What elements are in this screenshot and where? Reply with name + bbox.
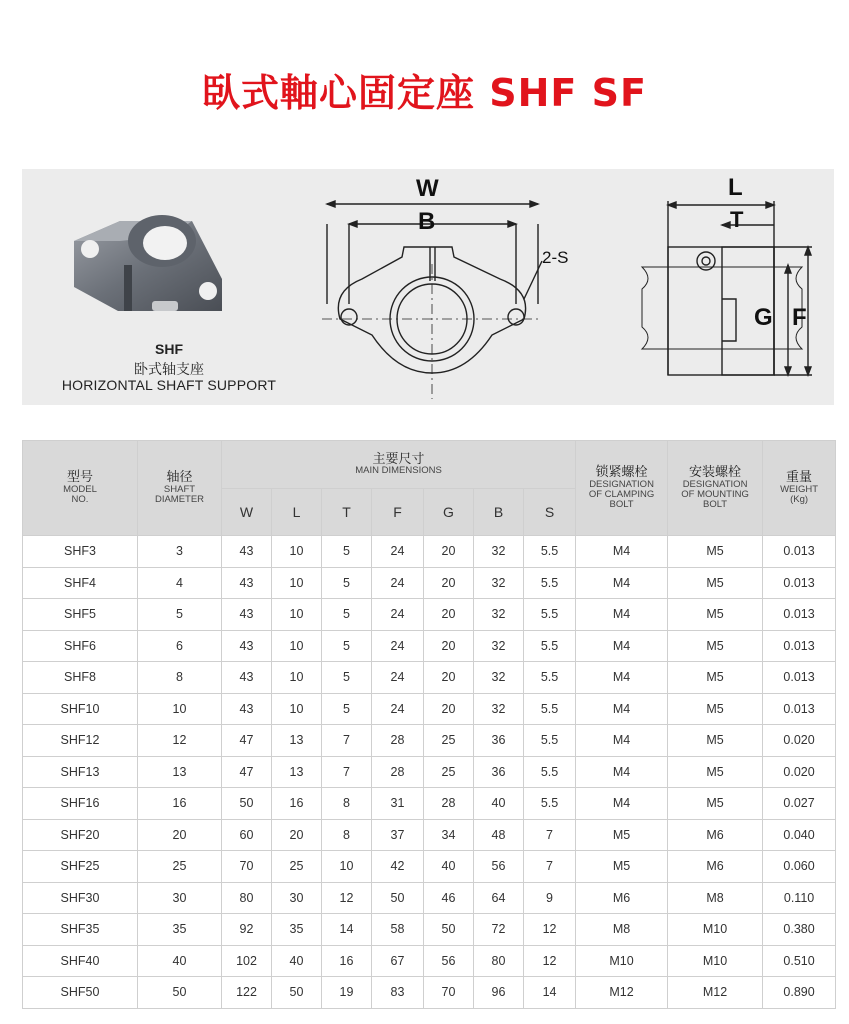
cell-l: 50 xyxy=(272,977,322,1009)
cell-g: 56 xyxy=(424,945,474,977)
cell-l: 10 xyxy=(272,693,322,725)
table-row xyxy=(23,945,836,977)
cell-f: 24 xyxy=(372,630,424,662)
cell-w: 80 xyxy=(222,882,272,914)
cell-b: 96 xyxy=(474,977,524,1009)
cell-g: 50 xyxy=(424,914,474,946)
cell-l: 40 xyxy=(272,945,322,977)
cell-f: 58 xyxy=(372,914,424,946)
cell-model: SHF13 xyxy=(23,756,138,788)
label-t: T xyxy=(730,207,744,232)
cell-shaft: 12 xyxy=(138,725,222,757)
cell-clamping-bolt: M4 xyxy=(576,567,668,599)
cell-w: 70 xyxy=(222,851,272,883)
cell-f: 24 xyxy=(372,599,424,631)
label-s: 2-S xyxy=(542,248,569,267)
cell-l: 10 xyxy=(272,567,322,599)
cell-weight: 0.013 xyxy=(763,662,836,694)
cell-mounting-bolt: M5 xyxy=(668,725,763,757)
cell-f: 28 xyxy=(372,725,424,757)
header-dim-b: B xyxy=(474,489,524,536)
cell-t: 5 xyxy=(322,599,372,631)
cell-model: SHF3 xyxy=(23,536,138,568)
cell-b: 72 xyxy=(474,914,524,946)
cell-mounting-bolt: M5 xyxy=(668,630,763,662)
cell-l: 10 xyxy=(272,536,322,568)
cell-model: SHF40 xyxy=(23,945,138,977)
table-row xyxy=(23,788,836,820)
cell-g: 20 xyxy=(424,599,474,631)
cell-weight: 0.510 xyxy=(763,945,836,977)
cell-clamping-bolt: M5 xyxy=(576,851,668,883)
cell-g: 20 xyxy=(424,662,474,694)
cell-b: 32 xyxy=(474,662,524,694)
cell-w: 43 xyxy=(222,567,272,599)
cell-shaft: 13 xyxy=(138,756,222,788)
cell-w: 43 xyxy=(222,599,272,631)
cell-weight: 0.890 xyxy=(763,977,836,1009)
cell-shaft: 4 xyxy=(138,567,222,599)
spec-table-body xyxy=(23,536,836,1009)
cell-t: 5 xyxy=(322,693,372,725)
cell-model: SHF4 xyxy=(23,567,138,599)
label-g: G xyxy=(754,304,773,331)
cell-t: 8 xyxy=(322,788,372,820)
cell-s: 5.5 xyxy=(524,725,576,757)
cell-t: 12 xyxy=(322,882,372,914)
cell-clamping-bolt: M4 xyxy=(576,756,668,788)
cell-f: 24 xyxy=(372,536,424,568)
cell-w: 47 xyxy=(222,756,272,788)
cell-model: SHF35 xyxy=(23,914,138,946)
cell-shaft: 10 xyxy=(138,693,222,725)
cell-weight: 0.380 xyxy=(763,914,836,946)
cell-t: 7 xyxy=(322,725,372,757)
cell-model: SHF20 xyxy=(23,819,138,851)
cell-w: 92 xyxy=(222,914,272,946)
cell-s: 14 xyxy=(524,977,576,1009)
cell-mounting-bolt: M5 xyxy=(668,756,763,788)
header-clamping-bolt: 锁紧螺栓 DESIGNATION OF CLAMPING BOLT xyxy=(576,441,668,536)
cell-w: 43 xyxy=(222,662,272,694)
cell-b: 40 xyxy=(474,788,524,820)
cell-model: SHF30 xyxy=(23,882,138,914)
table-row xyxy=(23,977,836,1009)
cell-g: 20 xyxy=(424,567,474,599)
cell-w: 102 xyxy=(222,945,272,977)
cell-b: 48 xyxy=(474,819,524,851)
cell-s: 5.5 xyxy=(524,536,576,568)
header-dim-w: W xyxy=(222,489,272,536)
cell-t: 5 xyxy=(322,662,372,694)
cell-w: 60 xyxy=(222,819,272,851)
label-l: L xyxy=(728,174,743,201)
cell-clamping-bolt: M4 xyxy=(576,662,668,694)
cell-t: 14 xyxy=(322,914,372,946)
cell-l: 30 xyxy=(272,882,322,914)
cell-s: 7 xyxy=(524,851,576,883)
diagram-panel xyxy=(22,169,834,405)
cell-mounting-bolt: M6 xyxy=(668,819,763,851)
cell-f: 31 xyxy=(372,788,424,820)
cell-g: 28 xyxy=(424,788,474,820)
header-dim-g: G xyxy=(424,489,474,536)
cell-b: 32 xyxy=(474,693,524,725)
cell-shaft: 3 xyxy=(138,536,222,568)
cell-mounting-bolt: M12 xyxy=(668,977,763,1009)
cell-mounting-bolt: M5 xyxy=(668,788,763,820)
cell-t: 19 xyxy=(322,977,372,1009)
cell-shaft: 50 xyxy=(138,977,222,1009)
label-f: F xyxy=(792,304,807,331)
cell-clamping-bolt: M4 xyxy=(576,630,668,662)
table-row xyxy=(23,630,836,662)
label-w: W xyxy=(416,175,439,202)
cell-l: 10 xyxy=(272,630,322,662)
cell-weight: 0.013 xyxy=(763,536,836,568)
header-model: 型号 MODEL NO. xyxy=(23,441,138,536)
cell-weight: 0.110 xyxy=(763,882,836,914)
cell-s: 5.5 xyxy=(524,756,576,788)
cell-s: 5.5 xyxy=(524,567,576,599)
label-b: B xyxy=(418,208,436,235)
cell-mounting-bolt: M6 xyxy=(668,851,763,883)
cell-g: 40 xyxy=(424,851,474,883)
header-dim-f: F xyxy=(372,489,424,536)
cell-b: 36 xyxy=(474,725,524,757)
cell-t: 10 xyxy=(322,851,372,883)
cell-clamping-bolt: M6 xyxy=(576,882,668,914)
cell-g: 34 xyxy=(424,819,474,851)
cell-t: 5 xyxy=(322,630,372,662)
cell-clamping-bolt: M12 xyxy=(576,977,668,1009)
cell-f: 83 xyxy=(372,977,424,1009)
table-row xyxy=(23,599,836,631)
table-row xyxy=(23,725,836,757)
cell-clamping-bolt: M10 xyxy=(576,945,668,977)
cell-weight: 0.013 xyxy=(763,630,836,662)
cell-b: 32 xyxy=(474,599,524,631)
cell-shaft: 6 xyxy=(138,630,222,662)
cell-weight: 0.020 xyxy=(763,725,836,757)
spec-table xyxy=(22,440,836,1009)
cell-weight: 0.060 xyxy=(763,851,836,883)
cell-w: 50 xyxy=(222,788,272,820)
cell-mounting-bolt: M8 xyxy=(668,882,763,914)
cell-weight: 0.013 xyxy=(763,599,836,631)
cell-g: 25 xyxy=(424,725,474,757)
table-row xyxy=(23,693,836,725)
cell-t: 5 xyxy=(322,536,372,568)
header-main-dimensions: 主要尺寸 MAIN DIMENSIONS xyxy=(222,441,576,489)
cell-mounting-bolt: M5 xyxy=(668,662,763,694)
cell-mounting-bolt: M5 xyxy=(668,567,763,599)
cell-t: 8 xyxy=(322,819,372,851)
cell-model: SHF8 xyxy=(23,662,138,694)
cell-clamping-bolt: M4 xyxy=(576,599,668,631)
header-dim-t: T xyxy=(322,489,372,536)
cell-g: 20 xyxy=(424,630,474,662)
cell-shaft: 25 xyxy=(138,851,222,883)
cell-weight: 0.013 xyxy=(763,567,836,599)
cell-s: 12 xyxy=(524,945,576,977)
cell-mounting-bolt: M10 xyxy=(668,914,763,946)
page-title: 臥式軸心固定座 SHF SF xyxy=(202,71,647,115)
cell-weight: 0.020 xyxy=(763,756,836,788)
cell-mounting-bolt: M5 xyxy=(668,599,763,631)
cell-w: 43 xyxy=(222,536,272,568)
table-row xyxy=(23,662,836,694)
cell-s: 7 xyxy=(524,819,576,851)
dimension-labels xyxy=(416,174,807,331)
cell-model: SHF25 xyxy=(23,851,138,883)
cell-shaft: 5 xyxy=(138,599,222,631)
cell-clamping-bolt: M4 xyxy=(576,725,668,757)
cell-l: 20 xyxy=(272,819,322,851)
cell-l: 10 xyxy=(272,662,322,694)
cell-f: 42 xyxy=(372,851,424,883)
cell-g: 20 xyxy=(424,536,474,568)
header-dim-s: S xyxy=(524,489,576,536)
header-mounting-bolt: 安装螺栓 DESIGNATION OF MOUNTING BOLT xyxy=(668,441,763,536)
cell-model: SHF16 xyxy=(23,788,138,820)
cell-clamping-bolt: M5 xyxy=(576,819,668,851)
cell-s: 5.5 xyxy=(524,662,576,694)
cell-weight: 0.040 xyxy=(763,819,836,851)
table-row xyxy=(23,851,836,883)
cell-f: 37 xyxy=(372,819,424,851)
product-photo xyxy=(74,215,222,311)
cell-shaft: 30 xyxy=(138,882,222,914)
cell-f: 24 xyxy=(372,662,424,694)
cell-w: 122 xyxy=(222,977,272,1009)
cell-clamping-bolt: M8 xyxy=(576,914,668,946)
table-row xyxy=(23,567,836,599)
cell-b: 32 xyxy=(474,567,524,599)
header-weight: 重量 WEIGHT (Kg) xyxy=(763,441,836,536)
cell-b: 32 xyxy=(474,536,524,568)
cell-b: 36 xyxy=(474,756,524,788)
cell-model: SHF12 xyxy=(23,725,138,757)
cell-g: 46 xyxy=(424,882,474,914)
cell-mounting-bolt: M5 xyxy=(668,693,763,725)
cell-weight: 0.027 xyxy=(763,788,836,820)
cell-model: SHF5 xyxy=(23,599,138,631)
cell-s: 5.5 xyxy=(524,599,576,631)
cell-clamping-bolt: M4 xyxy=(576,788,668,820)
cell-l: 10 xyxy=(272,599,322,631)
cell-b: 64 xyxy=(474,882,524,914)
cell-w: 43 xyxy=(222,693,272,725)
cell-model: SHF10 xyxy=(23,693,138,725)
cell-s: 12 xyxy=(524,914,576,946)
cell-mounting-bolt: M5 xyxy=(668,536,763,568)
cell-s: 5.5 xyxy=(524,630,576,662)
cell-mounting-bolt: M10 xyxy=(668,945,763,977)
cell-w: 43 xyxy=(222,630,272,662)
cell-t: 16 xyxy=(322,945,372,977)
cell-s: 5.5 xyxy=(524,788,576,820)
table-row xyxy=(23,756,836,788)
cell-g: 25 xyxy=(424,756,474,788)
cell-f: 50 xyxy=(372,882,424,914)
cell-shaft: 20 xyxy=(138,819,222,851)
table-row xyxy=(23,882,836,914)
header-dim-l: L xyxy=(272,489,322,536)
cell-l: 35 xyxy=(272,914,322,946)
cell-model: SHF50 xyxy=(23,977,138,1009)
table-row xyxy=(23,819,836,851)
cell-l: 25 xyxy=(272,851,322,883)
cell-g: 20 xyxy=(424,693,474,725)
product-code: SHF xyxy=(155,341,183,357)
cell-g: 70 xyxy=(424,977,474,1009)
table-row xyxy=(23,914,836,946)
side-view-drawing xyxy=(642,201,812,375)
cell-shaft: 40 xyxy=(138,945,222,977)
header-shaft: 轴径 SHAFT DIAMETER xyxy=(138,441,222,536)
cell-t: 5 xyxy=(322,567,372,599)
cell-b: 80 xyxy=(474,945,524,977)
cell-w: 47 xyxy=(222,725,272,757)
product-name-cn: 卧式轴支座 xyxy=(134,362,204,378)
cell-t: 7 xyxy=(322,756,372,788)
cell-s: 5.5 xyxy=(524,693,576,725)
table-row xyxy=(23,536,836,568)
cell-b: 32 xyxy=(474,630,524,662)
cell-f: 67 xyxy=(372,945,424,977)
cell-shaft: 35 xyxy=(138,914,222,946)
cell-shaft: 16 xyxy=(138,788,222,820)
cell-model: SHF6 xyxy=(23,630,138,662)
cell-l: 13 xyxy=(272,756,322,788)
cell-f: 24 xyxy=(372,693,424,725)
cell-clamping-bolt: M4 xyxy=(576,693,668,725)
cell-l: 13 xyxy=(272,725,322,757)
cell-clamping-bolt: M4 xyxy=(576,536,668,568)
cell-f: 24 xyxy=(372,567,424,599)
cell-shaft: 8 xyxy=(138,662,222,694)
cell-weight: 0.013 xyxy=(763,693,836,725)
product-name-en: HORIZONTAL SHAFT SUPPORT xyxy=(61,377,277,393)
cell-b: 56 xyxy=(474,851,524,883)
cell-l: 16 xyxy=(272,788,322,820)
cell-f: 28 xyxy=(372,756,424,788)
cell-s: 9 xyxy=(524,882,576,914)
